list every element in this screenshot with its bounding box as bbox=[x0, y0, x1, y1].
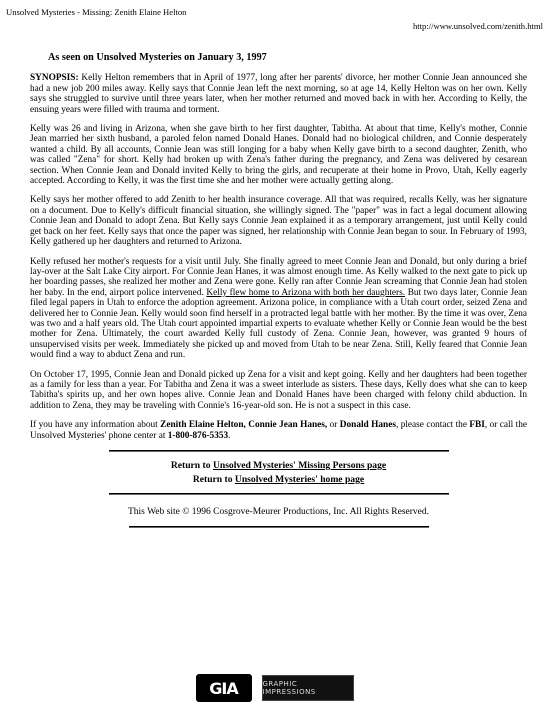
story-paragraph-3: Kelly says her mother offered to add Zenith to her health insurance coverage. All that was required, recalls Kelly, was her signature on a document. Due to Kelly's difficult financial situation, she willingly signed. The "paper" was in fact a legal document allowing Connie Jean and Donald to adopt Zena. But Kelly says Connie Jean explained it as a temporary arrangement, just until Kelly could get back on her feet. Kelly says that once the paper was signed, her relationship with Connie Jean began to sour. In February of 1993, Kelly gathered up her daughters and returned to Arizona. bbox=[30, 195, 527, 248]
graphic-impressions-logo[interactable]: GRAPHIC IMPRESSIONS bbox=[262, 675, 354, 701]
return-link-1-line bbox=[30, 460, 527, 472]
contact-paragraph bbox=[30, 420, 527, 441]
story-paragraph-4-part-a: Kelly refused her mother's requests for a visit until July. She finally agreed to meet Connie Jean and Donald, but only during a brief lay-over at the Salt Lake City airport. For Connie Jean Hanes, it was almost enough time. As Kelly walked to the next gate to pick up her boarding passes, she realized her mother and Zena were gone. Kelly ran after Connie Jean screaming that Connie Jean had stolen her baby. In the end, airport police intervened. bbox=[30, 256, 527, 298]
article-body bbox=[30, 52, 527, 536]
contact-phone: 1-800-876-5353 bbox=[167, 430, 229, 441]
story-paragraph-4 bbox=[30, 257, 527, 361]
contact-names: Zenith Elaine Helton, Connie Jean Hanes, bbox=[160, 420, 328, 431]
missing-persons-link[interactable]: Unsolved Mysteries' Missing Persons page bbox=[212, 460, 387, 472]
synopsis-text: Kelly Helton remembers that in April of 1977, long after her parents' divorce, her mother Connie Jean announced she had a new job 200 miles away. Kelly says that Connie Jean left the next morning, so at age 14, Kelly Helton was on her own. Kelly says she struggled to survive until three years later, when her mother returned and moved back in with her. According to Kelly, the ensuing years were filled with trauma and torment. bbox=[30, 73, 527, 115]
page-title: Unsolved Mysteries - Missing: Zenith Elaine Helton bbox=[6, 7, 187, 17]
contact-pre: If you have any information about bbox=[30, 420, 161, 431]
divider-top bbox=[109, 450, 449, 452]
contact-fbi: FBI bbox=[469, 420, 485, 431]
story-paragraph-2: Kelly was 26 and living in Arizona, when she gave birth to her first daughter, Tabitha. At about that time, Kelly's mother, Connie Jean married her sixth husband, a paroled felon named Donald Hanes. Donald had no biological children, and Connie desperately wanted a child. By all accounts, Connie Jean was still longing for a baby when Kelly gave birth to a second daughter, Zenith, who was called "Zena" for short. Kelly had broken up with Zena's father during the pregnancy, and Zena was delivered by cesarean section. When Connie Jean and Donald invited Kelly to bring the girls, and recuperate at their home in Provo, Utah, Kelly eagerly accepted. According to Kelly, it was the first time she and her mother were actually getting along. bbox=[30, 124, 527, 187]
gia-logo[interactable]: GIA bbox=[196, 674, 252, 702]
contact-end: . bbox=[228, 430, 231, 441]
return-link-2-line bbox=[30, 474, 527, 486]
story-paragraph-5: On October 17, 1995, Connie Jean and Donald picked up Zena for a visit and kept going. Kelly and her daughters had been together as a family for less than a year. For Tabitha and Zena it was a sweet interlude as sisters. These days, Kelly does what she can to keep Tabitha's spirits up, and her own hopes alive. Connie Jean and Donald Hanes have been charged with felony child abduction. In addition to Zena, they may be traveling with Connie's 16-year-old son. He is not a suspect in this case. bbox=[30, 369, 527, 411]
contact-mid: , please contact the bbox=[395, 420, 470, 431]
contact-mid2: , or call the Unsolved Mysteries' phone center at bbox=[30, 420, 527, 441]
synopsis-label: SYNOPSIS: bbox=[30, 73, 79, 84]
divider-bottom bbox=[129, 526, 429, 528]
print-header bbox=[6, 7, 543, 29]
as-seen-heading: As seen on Unsolved Mysteries on January 3, 1997 bbox=[48, 52, 267, 63]
page-url: http://www.unsolved.com/zenith.html bbox=[412, 21, 543, 31]
copyright-text: This Web site © 1996 Cosgrove-Meurer Productions, Inc. All Rights Reserved. bbox=[127, 507, 429, 518]
story-paragraph-4-underlined: Kelly flew home to Arizona with both her daughters. bbox=[206, 287, 406, 298]
footer-logos bbox=[0, 670, 549, 706]
contact-or: or bbox=[327, 420, 340, 431]
home-page-link[interactable]: Unsolved Mysteries' home page bbox=[234, 473, 365, 485]
return-link-1-prefix: Return to bbox=[170, 460, 213, 472]
return-link-2-prefix: Return to bbox=[192, 473, 235, 485]
divider-mid bbox=[109, 493, 449, 495]
synopsis-paragraph bbox=[30, 73, 527, 115]
story-paragraph-4-part-b: But two days later, Connie Jean filed legal papers in Utah to enforce the adoption agreement. Arizona police, in compliance with a Utah court order, seized Zena and delivered her to Connie Jean. Kelly would soon find herself in a protracted legal battle with her mother. By the time it was over, Zena was two and a half years old. The Utah court appointed impartial experts to evaluate whether Kelly or Connie Jean would be the best mother for Zena. Ultimately, the court awarded Kelly full custody of Zena. Connie Jean, however, was granted 9 hours of unsupervised visits per week. Immediately she picked up and moved from Utah to be near Zena. Still, Kelly feared that Connie Jean would find a way to abduct Zena and run. bbox=[30, 287, 527, 361]
contact-donald: Donald Hanes bbox=[339, 420, 396, 431]
